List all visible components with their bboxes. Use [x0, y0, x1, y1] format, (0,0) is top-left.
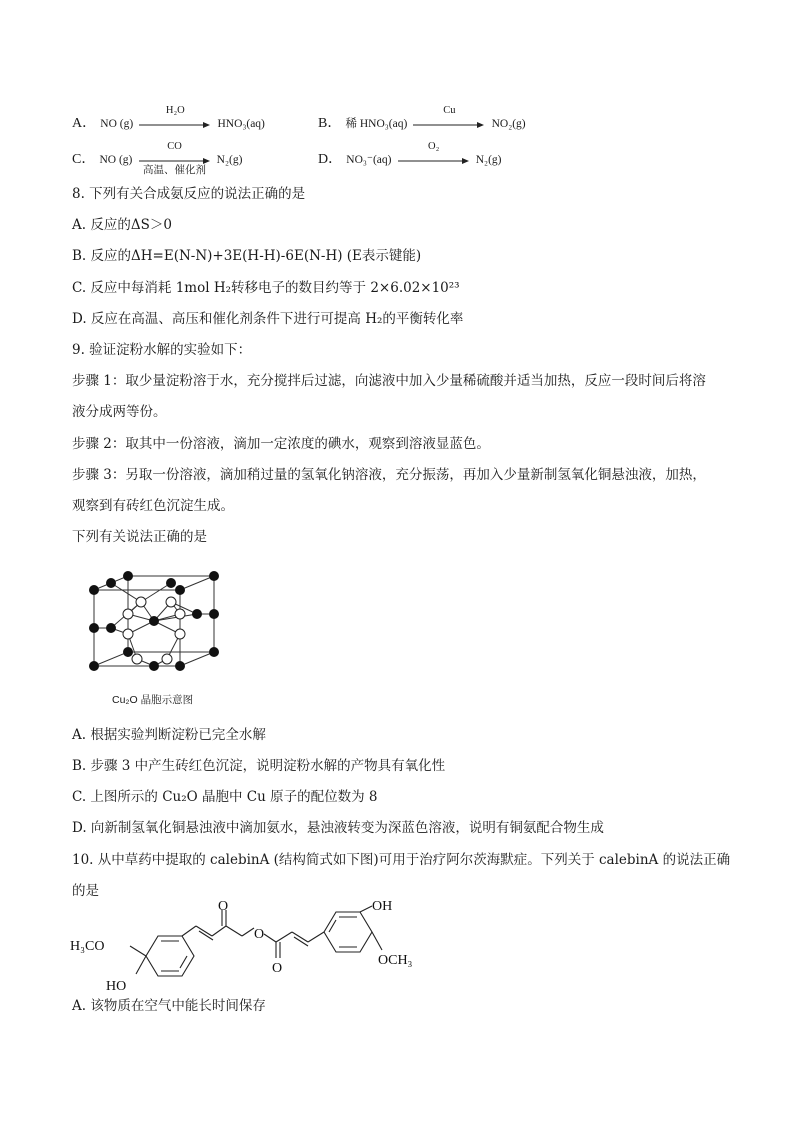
q9-option-d: D. 向新制氢氧化铜悬浊液中滴加氨水，悬浊液转变为深蓝色溶液，说明有铜氨配合物生成	[72, 820, 604, 836]
reaction-arrow: CO 高温、催化剂	[139, 151, 211, 169]
q10-stem: 10. 从中草药中提取的 calebinA (结构简式如下图)可用于治疗阿尔茨海默症。下列关于 calebinA 的说法正确	[72, 852, 731, 868]
q9-step2: 步骤 2：取其中一份溶液，滴加一定浓度的碘水，观察到溶液显蓝色。	[72, 436, 490, 452]
q8-stem: 8. 下列有关合成氨反应的说法正确的是	[72, 186, 306, 202]
q8-option-c: C. 反应中每消耗 1mol H₂转移电子的数目约等于 2×6.02×10²³	[72, 280, 460, 296]
reaction-arrow: Cu	[413, 115, 485, 133]
q9-step1-cont: 液分成两等份。	[72, 404, 167, 420]
q9-option-c: C. 上图所示的 Cu₂O 晶胞中 Cu 原子的配位数为 8	[72, 789, 378, 805]
q9-ask: 下列有关说法正确的是	[72, 529, 207, 545]
struct-o2-label: O	[254, 927, 265, 942]
arrow-icon	[398, 157, 470, 165]
q7-option-d: D． NO₃⁻(aq) O₂ N₂(g)	[318, 140, 502, 167]
cu2o-unit-cell-figure	[82, 566, 228, 678]
struct-och3-label: OCH₃	[378, 953, 413, 968]
calebin-structure-figure	[66, 898, 446, 994]
q10-stem-cont: 的是	[72, 883, 99, 899]
figure-caption: Cu₂O 晶胞示意图	[112, 694, 194, 706]
q9-option-a: A. 根据实验判断淀粉已完全水解	[72, 727, 266, 743]
q8-option-d: D. 反应在高温、高压和催化剂条件下进行可提高 H₂的平衡转化率	[72, 311, 464, 327]
struct-ho-label: HO	[106, 979, 127, 994]
q7-option-b: B． 稀 HNO₃(aq) Cu NO₂(g)	[318, 104, 526, 131]
struct-o3-label: O	[272, 961, 283, 976]
q9-step3-cont: 观察到有砖红色沉淀生成。	[72, 498, 234, 514]
q9-stem: 9. 验证淀粉水解的实验如下：	[72, 342, 252, 358]
struct-o1-label: O	[218, 899, 229, 914]
struct-oh-label: OH	[372, 899, 393, 914]
reaction-arrow: O₂	[398, 151, 470, 169]
q7-option-c: C． NO (g) CO 高温、催化剂 N₂(g)	[72, 140, 243, 176]
struct-h3co-label: H₃CO	[70, 939, 105, 954]
q8-option-a: A. 反应的ΔS＞0	[72, 217, 172, 233]
q9-step3: 步骤 3：另取一份溶液，滴加稍过量的氢氧化钠溶液，充分振荡，再加入少量新制氢氧化铜悬浊液，加热，	[72, 467, 706, 483]
arrow-icon	[139, 121, 211, 129]
reaction-arrow: H₂O	[139, 115, 211, 133]
q7-option-a: A． NO (g) H₂O HNO₃(aq)	[72, 104, 265, 131]
q9-step1: 步骤 1：取少量淀粉溶于水，充分搅拌后过滤，向滤液中加入少量稀硫酸并适当加热，反应一段时间后将溶	[72, 373, 706, 389]
q10-option-a: A. 该物质在空气中能长时间保存	[72, 998, 266, 1014]
q8-option-b: B. 反应的ΔH=E(N-N)+3E(H-H)-6E(N-H) (E表示键能)	[72, 248, 422, 264]
arrow-icon	[413, 121, 485, 129]
q9-option-b: B. 步骤 3 中产生砖红色沉淀，说明淀粉水解的产物具有氧化性	[72, 758, 446, 774]
